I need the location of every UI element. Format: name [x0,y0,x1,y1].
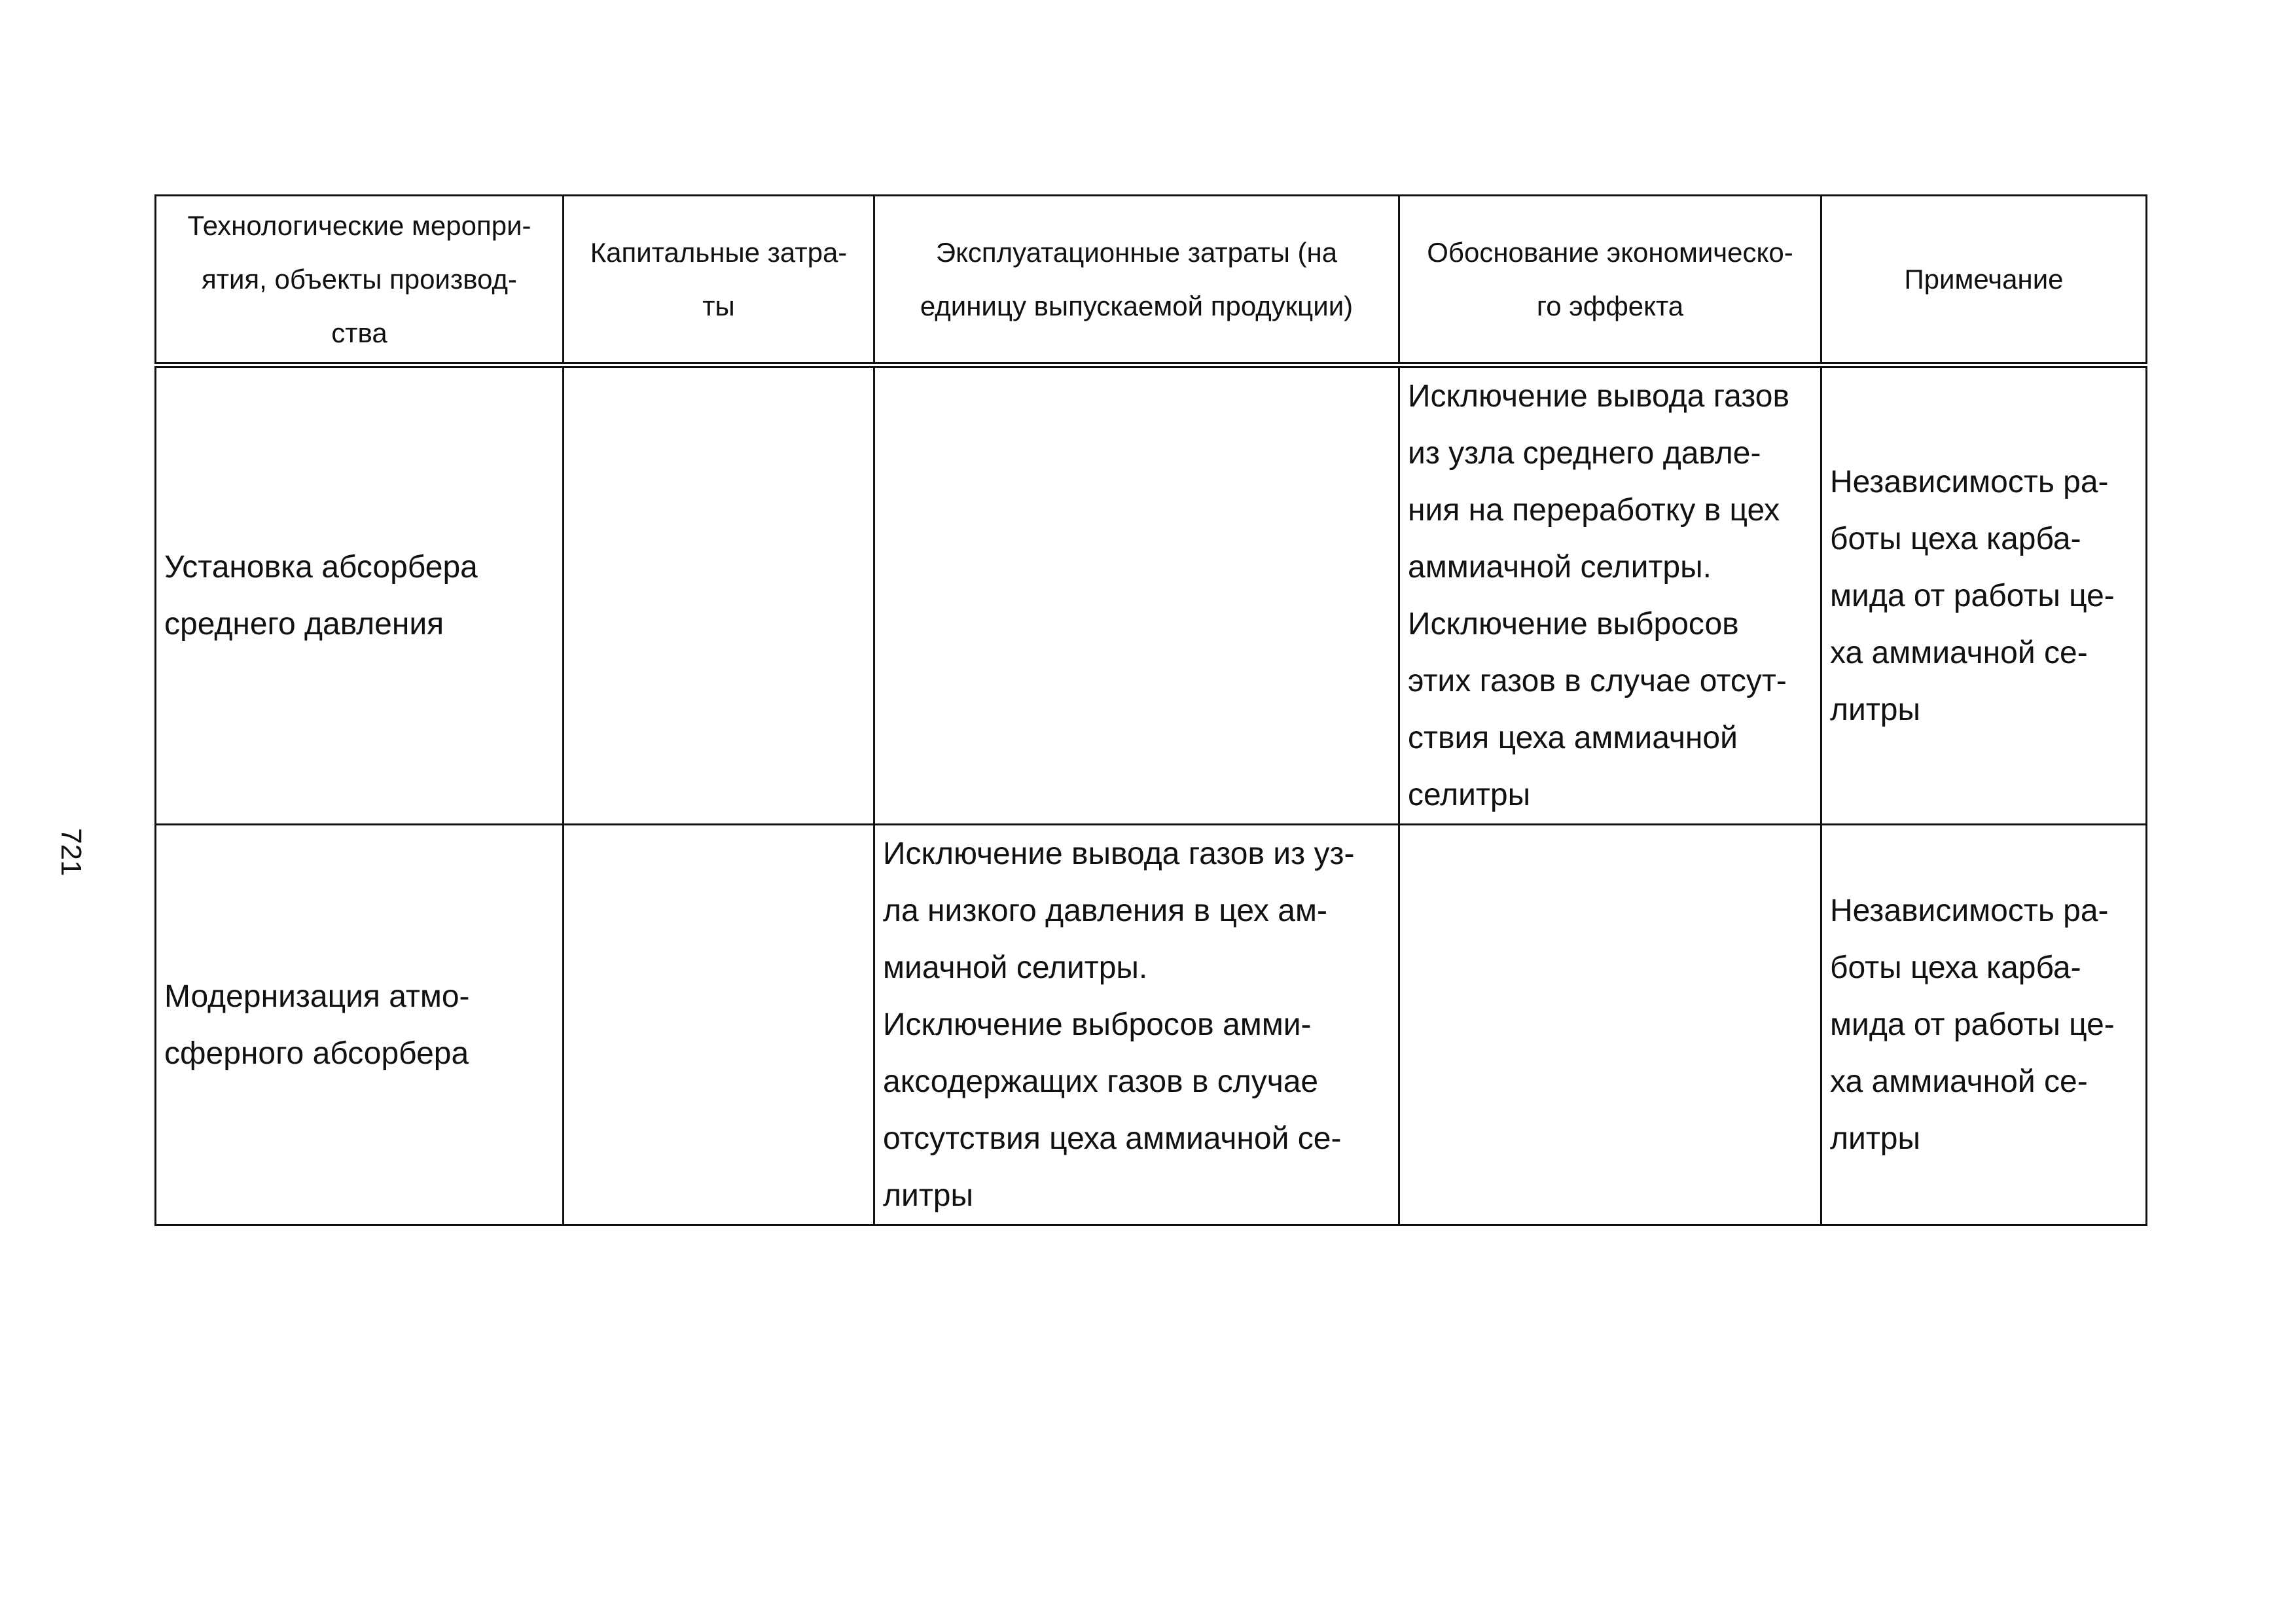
header-capital-costs: Капитальные затра- ты [564,196,874,365]
cell-operating-costs: Исключение вывода газов из уз- ла низкого давления в цех ам- миачной селитры. Исключение выбросов амми- аксодержащих газов в случае отсутствия цеха аммиачной се- литры [874,825,1399,1225]
header-measures: Технологические меропри- ятия, объекты производ- ства [156,196,564,365]
cost-table [154,194,2147,1226]
cell-measure: Установка абсорбера среднего давления [156,365,564,825]
header-operating-costs: Эксплуатационные затраты (на единицу выпускаемой продукции) [874,196,1399,365]
cell-economic-justification [1399,825,1821,1225]
cell-operating-costs [874,365,1399,825]
header-note: Примечание [1821,196,2147,365]
table-header-row [156,196,2147,365]
cell-note: Независимость ра- боты цеха карба- мида от работы це- ха аммиачной се- литры [1821,825,2147,1225]
table-row [156,825,2147,1225]
cell-measure: Модернизация атмо- сферного абсорбера [156,825,564,1225]
header-economic-justification: Обоснование экономическо- го эффекта [1399,196,1821,365]
page-number: 721 [55,828,87,876]
table-row [156,365,2147,825]
cell-economic-justification: Исключение вывода газов из узла среднего давле- ния на переработку в цех аммиачной селитры. Исключение выбросов этих газов в случае отсут- ствия цеха аммиачной селитры [1399,365,1821,825]
cell-capital-costs [564,365,874,825]
cell-note: Независимость ра- боты цеха карба- мида от работы це- ха аммиачной се- литры [1821,365,2147,825]
cell-capital-costs [564,825,874,1225]
